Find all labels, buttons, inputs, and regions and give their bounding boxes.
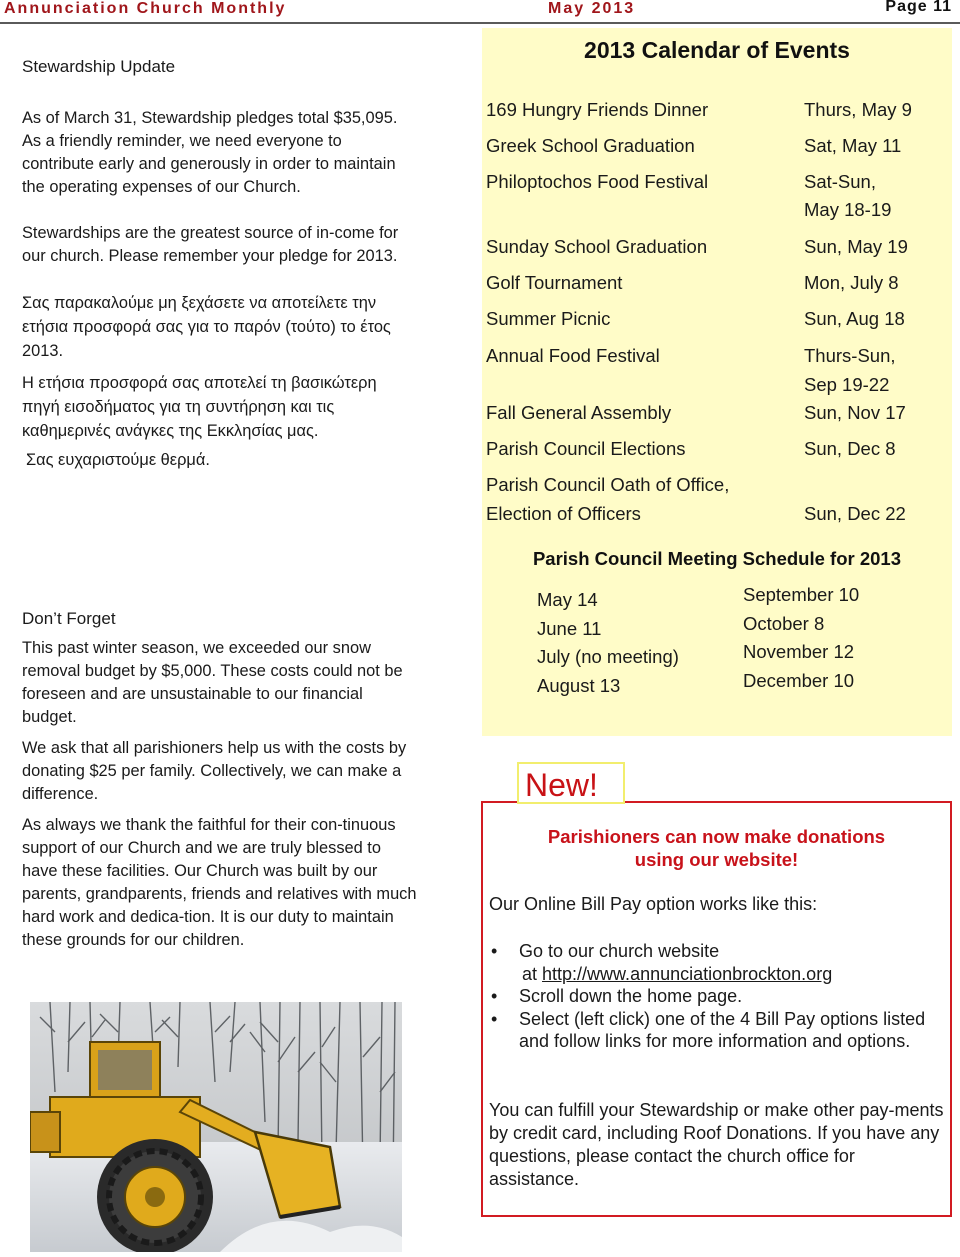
bill-pay-closing: You can fulfill your Stewardship or make other pay-ments by credit card, including Roof Donations. If you have any questions, please contact the church office for assistance. bbox=[489, 1100, 944, 1189]
dont-forget-paragraph-3: As always we thank the faithful for their con-tinuous support of our Church and we are truly blessed to have these facilities. Our Church was built by our parents, grandparents, friends and relatives with much hard work and dedica-tion. It is our duty to maintain these grounds for our children. bbox=[22, 816, 417, 949]
event-name: Golf Tournament bbox=[486, 272, 623, 293]
event-name: Fall General Assembly bbox=[486, 402, 672, 423]
bill-pay-intro: Our Online Bill Pay option works like this: bbox=[489, 894, 818, 914]
event-name: Annual Food Festival bbox=[486, 345, 660, 366]
list-item bbox=[489, 940, 944, 985]
meeting-dates-col-2 bbox=[743, 581, 859, 695]
event-date: Sun, Nov 17 bbox=[804, 402, 906, 423]
bullet-icon: • bbox=[491, 941, 498, 961]
stewardship-greek-3: Σας ευχαριστούμε θερμά. bbox=[26, 451, 210, 469]
event-date-line-2: Sep 19-22 bbox=[804, 374, 890, 395]
calendar-title: 2013 Calendar of Events bbox=[584, 37, 850, 63]
event-date: Thurs-Sun, bbox=[804, 345, 896, 366]
event-name: Philoptochos Food Festival bbox=[486, 171, 709, 192]
event-date: Sat, May 11 bbox=[804, 135, 902, 156]
list-item bbox=[489, 985, 944, 1008]
event-date: Sun, Dec 22 bbox=[804, 503, 906, 524]
event-name: Sunday School Graduation bbox=[486, 236, 708, 257]
bullet-icon: • bbox=[491, 986, 498, 1006]
step-text: Select (left click) one of the 4 Bill Pay options listed and follow links for more information and options. bbox=[519, 1008, 926, 1051]
bullet-icon: • bbox=[491, 1008, 498, 1029]
meeting-date: December 10 bbox=[743, 669, 855, 691]
stewardship-paragraph-1: As of March 31, Stewardship pledges total $35,095. As a friendly reminder, we need everyone to contribute early and generously in order to maintain the operating expenses of our Church. bbox=[22, 109, 398, 196]
event-date: Thurs, May 9 bbox=[804, 99, 912, 120]
meeting-date: November 12 bbox=[743, 641, 855, 662]
donations-headline bbox=[483, 825, 950, 871]
snow-loader-photo bbox=[30, 1002, 402, 1252]
meeting-date: October 8 bbox=[743, 612, 825, 634]
new-badge: New! bbox=[517, 762, 625, 804]
event-name: Greek School Graduation bbox=[486, 135, 695, 156]
page-number: Page 11 bbox=[885, 0, 952, 15]
online-donations-box bbox=[481, 801, 952, 1217]
event-name: Parish Council Oath of Office, bbox=[486, 474, 730, 495]
newsletter-title: Annunciation Church Monthly bbox=[4, 0, 287, 17]
stewardship-title: Stewardship Update bbox=[22, 57, 176, 76]
stewardship-paragraph-2: Stewardships are the greatest source of in-come for our church. Please remember your pledge for 2013. bbox=[22, 224, 399, 265]
bill-pay-steps bbox=[489, 940, 944, 1053]
event-date: Mon, July 8 bbox=[804, 272, 899, 293]
meeting-date: September 10 bbox=[743, 584, 860, 605]
step-text: at bbox=[522, 963, 538, 984]
meeting-dates-col-1 bbox=[537, 586, 679, 700]
dont-forget-title: Don’t Forget bbox=[22, 609, 116, 628]
event-name: Parish Council Elections bbox=[486, 438, 686, 459]
donations-headline-line-1: Parishioners can now make donations bbox=[547, 826, 886, 847]
stewardship-section bbox=[22, 55, 417, 78]
event-date: Sat-Sun, bbox=[804, 171, 876, 192]
calendar-box bbox=[482, 28, 952, 736]
meeting-date: May 14 bbox=[537, 589, 598, 610]
meeting-schedule-title: Parish Council Meeting Schedule for 2013 bbox=[532, 548, 902, 569]
event-date: Sun, Aug 18 bbox=[804, 308, 905, 329]
meeting-date: July (no meeting) bbox=[537, 646, 679, 667]
dont-forget-paragraph-2: We ask that all parishioners help us with the costs by donating $25 per family. Collectively, we can make a difference. bbox=[22, 739, 407, 803]
stewardship-greek-1: Σας παρακαλούμε μη ξεχάσετε να αποτείλετε την ετήσια προσφορά σας για το παρόν (τούτο) το έτος 2013. bbox=[22, 294, 391, 360]
step-text: Go to our church website bbox=[519, 941, 720, 961]
step-text: Scroll down the home page. bbox=[519, 986, 743, 1006]
loader-illustration bbox=[30, 1002, 402, 1252]
dont-forget-section bbox=[22, 607, 417, 952]
event-date-line-2: May 18-19 bbox=[804, 199, 892, 220]
meeting-date: June 11 bbox=[537, 617, 602, 639]
event-name: Summer Picnic bbox=[486, 308, 611, 329]
list-item bbox=[489, 1008, 944, 1053]
page-header bbox=[0, 0, 960, 22]
church-website-link[interactable]: http://www.annunciationbrockton.org bbox=[542, 963, 833, 984]
donations-headline-line-2: using our website! bbox=[634, 849, 799, 870]
event-date: Sun, May 19 bbox=[804, 236, 908, 257]
stewardship-body bbox=[22, 107, 417, 472]
meeting-date: August 13 bbox=[537, 674, 621, 696]
dont-forget-paragraph-1: This past winter season, we exceeded our snow removal budget by $5,000. These costs could not be foreseen and are unsustainable to our financial budget. bbox=[22, 639, 403, 726]
stewardship-greek-2: Η ετήσια προσφορά σας αποτελεί τη βασικώτερη πηγή εισοδήματος για τη συντήρηση και τις καθημερινές ανάγκες της Εκκλησίας μας. bbox=[22, 374, 377, 440]
header-rule bbox=[0, 22, 960, 24]
issue-date: May 2013 bbox=[548, 0, 636, 17]
event-name: 169 Hungry Friends Dinner bbox=[486, 99, 709, 120]
event-name-line-2: Election of Officers bbox=[486, 503, 641, 524]
event-date: Sun, Dec 8 bbox=[804, 438, 896, 459]
